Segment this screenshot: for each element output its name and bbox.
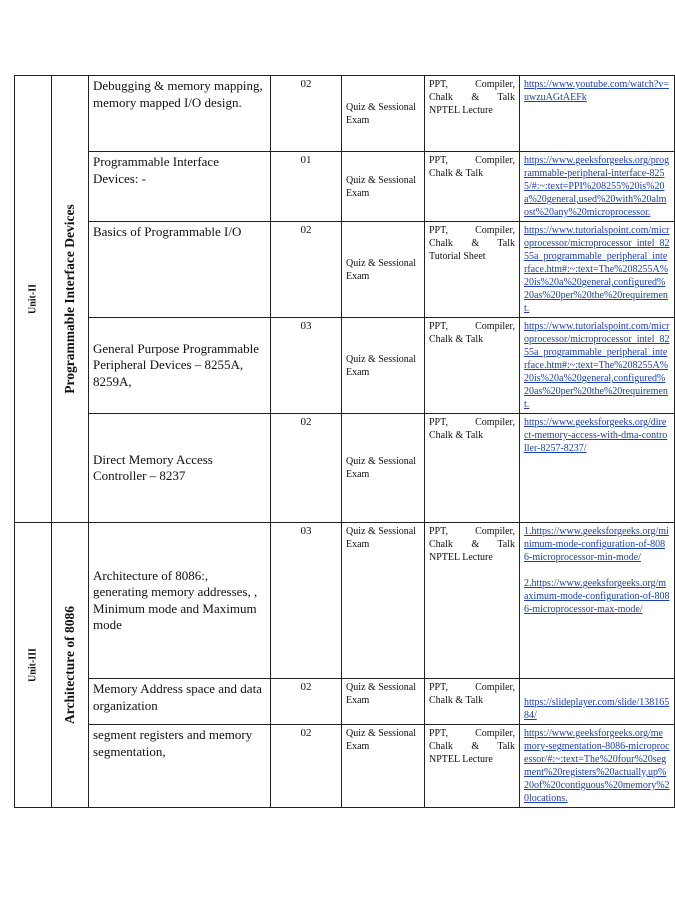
link-cell bbox=[520, 679, 675, 725]
link-cell bbox=[520, 318, 675, 414]
unit-cell bbox=[15, 523, 52, 808]
resource-link[interactable]: https://www.geeksforgeeks.org/programmable-peripheral-interface-8255/#:~:text=PPI%208255%20is%20a%20general,used%20with%20almost%20any%20microprocessor. bbox=[524, 155, 670, 218]
table-row bbox=[15, 76, 675, 152]
assessment-cell: Quiz & Sessional Exam bbox=[342, 222, 425, 318]
resource-link[interactable]: https://www.youtube.com/watch?v=uwzuAGtAEFk bbox=[524, 79, 669, 103]
area-label: Programmable Interface Devices bbox=[62, 204, 77, 394]
topic-cell: General Purpose Programmable Peripheral Devices – 8255A, 8259A, bbox=[89, 318, 271, 414]
resource-link[interactable]: 2.https://www.geeksforgeeks.org/maximum-mode-configuration-of-8086-microprocessor-max-mode/ bbox=[524, 578, 670, 615]
mode-cell: PPT, Compiler, Chalk & Talk NPTEL Lecture bbox=[425, 523, 520, 679]
hours-cell: 02 bbox=[271, 222, 342, 318]
link-cell bbox=[520, 76, 675, 152]
table-row bbox=[15, 679, 675, 725]
assessment-cell: Quiz & Sessional Exam bbox=[342, 523, 425, 679]
mode-cell: PPT, Compiler, Chalk & Talk bbox=[425, 414, 520, 523]
topic-cell: Memory Address space and data organization bbox=[89, 679, 271, 725]
hours-cell: 02 bbox=[271, 414, 342, 523]
assessment-cell: Quiz & Sessional Exam bbox=[342, 725, 425, 808]
topic-cell: Basics of Programmable I/O bbox=[89, 222, 271, 318]
area-cell bbox=[52, 76, 89, 523]
table-row bbox=[15, 725, 675, 808]
assessment-cell: Quiz & Sessional Exam bbox=[342, 152, 425, 222]
mode-cell: PPT, Compiler, Chalk & Talk Tutorial Sheet bbox=[425, 222, 520, 318]
unit-label: Unit-II bbox=[27, 283, 39, 315]
resource-link[interactable]: https://slideplayer.com/slide/13816584/ bbox=[524, 697, 670, 721]
link-cell bbox=[520, 523, 675, 679]
area-cell bbox=[52, 523, 89, 808]
resource-link[interactable]: https://www.geeksforgeeks.org/direct-memory-access-with-dma-controller-8257-8237/ bbox=[524, 417, 668, 454]
table-row bbox=[15, 152, 675, 222]
hours-cell: 02 bbox=[271, 725, 342, 808]
mode-cell: PPT, Compiler, Chalk & Talk bbox=[425, 679, 520, 725]
spacer bbox=[524, 564, 670, 577]
mode-cell: PPT, Compiler, Chalk & Talk NPTEL Lecture bbox=[425, 76, 520, 152]
assessment-cell: Quiz & Sessional Exam bbox=[342, 679, 425, 725]
unit-cell bbox=[15, 76, 52, 523]
link-cell bbox=[520, 414, 675, 523]
hours-cell: 01 bbox=[271, 152, 342, 222]
table-row bbox=[15, 523, 675, 679]
topic-cell: Direct Memory Access Controller – 8237 bbox=[89, 414, 271, 523]
area-label: Architecture of 8086 bbox=[62, 606, 77, 724]
mode-cell: PPT, Compiler, Chalk & Talk NPTEL Lecture bbox=[425, 725, 520, 808]
link-cell bbox=[520, 152, 675, 222]
hours-cell: 02 bbox=[271, 679, 342, 725]
hours-cell: 03 bbox=[271, 318, 342, 414]
assessment-cell: Quiz & Sessional Exam bbox=[342, 318, 425, 414]
assessment-cell: Quiz & Sessional Exam bbox=[342, 76, 425, 152]
resource-link[interactable]: https://www.tutorialspoint.com/microprocessor/microprocessor_intel_8255a_programmable_peripheral_interface.htm#:~:text=The%208255A%20is%20a%20general,configured%20as%20per%20the%20requirement. bbox=[524, 225, 670, 314]
link-cell bbox=[520, 725, 675, 808]
table-row bbox=[15, 414, 675, 523]
resource-link[interactable]: https://www.tutorialspoint.com/microprocessor/microprocessor_intel_8255a_programmable_peripheral_interface.htm#:~:text=The%208255A%20is%20a%20general,configured%20as%20per%20the%20requirement. bbox=[524, 321, 670, 410]
resource-link[interactable]: 1.https://www.geeksforgeeks.org/minimum-mode-configuration-of-8086-microprocessor-min-mode/ bbox=[524, 526, 669, 563]
syllabus-table bbox=[14, 75, 675, 808]
topic-cell: Architecture of 8086:, generating memory addresses, , Minimum mode and Maximum mode bbox=[89, 523, 271, 679]
hours-cell: 02 bbox=[271, 76, 342, 152]
table-row bbox=[15, 222, 675, 318]
table-row bbox=[15, 318, 675, 414]
unit-label: Unit-III bbox=[27, 648, 39, 682]
mode-cell: PPT, Compiler, Chalk & Talk bbox=[425, 152, 520, 222]
topic-cell: Programmable Interface Devices: - bbox=[89, 152, 271, 222]
hours-cell: 03 bbox=[271, 523, 342, 679]
topic-cell: Debugging & memory mapping, memory mapped I/O design. bbox=[89, 76, 271, 152]
link-cell bbox=[520, 222, 675, 318]
assessment-cell: Quiz & Sessional Exam bbox=[342, 414, 425, 523]
topic-cell: segment registers and memory segmentation, bbox=[89, 725, 271, 808]
resource-link[interactable]: https://www.geeksforgeeks.org/memory-segmentation-8086-microprocessor/#:~:text=The%20four%20segment%20registers%20actually,up%20of%20contiguous%20memory%20locations. bbox=[524, 728, 670, 804]
mode-cell: PPT, Compiler, Chalk & Talk bbox=[425, 318, 520, 414]
